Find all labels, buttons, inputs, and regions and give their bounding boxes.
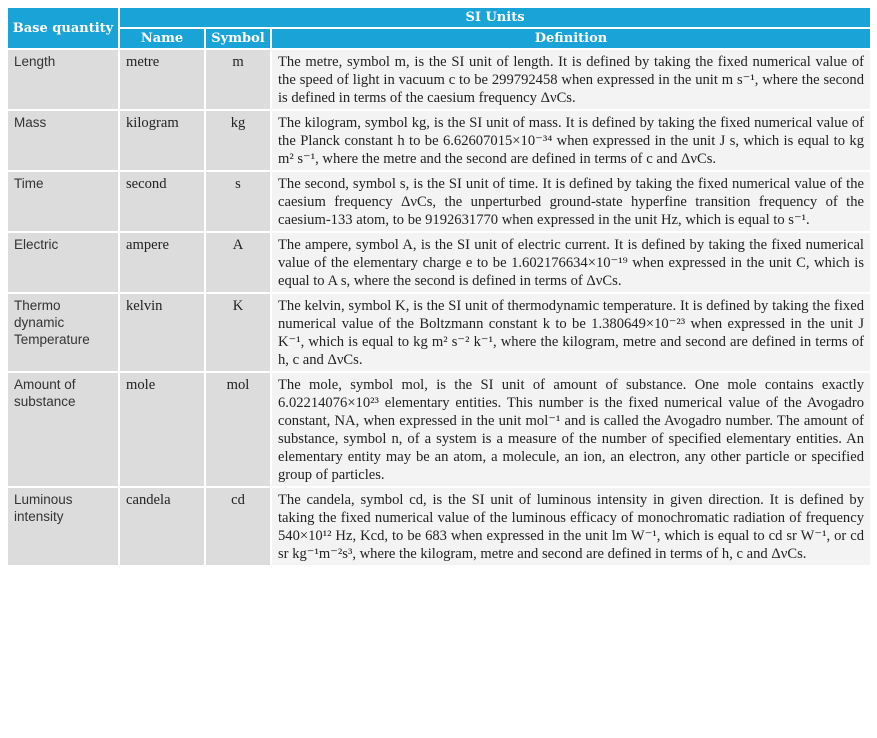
unit-name-cell: kilogram bbox=[120, 111, 204, 170]
unit-symbol-cell: A bbox=[206, 233, 270, 292]
header-symbol: Symbol bbox=[206, 29, 270, 48]
table-row bbox=[8, 233, 870, 292]
unit-name-cell: metre bbox=[120, 50, 204, 109]
unit-symbol-cell: K bbox=[206, 294, 270, 371]
base-quantity-cell: Mass bbox=[8, 111, 118, 170]
table-row bbox=[8, 488, 870, 565]
definition-cell: The mole, symbol mol, is the SI unit of amount of substance. One mole contains exactly 6.02214076×10²³ elementary entities. This number is the fixed numerical value of the Avogadro constant, NA, when expressed in the unit mol⁻¹ and is called the Avogadro number. The amount of substance, symbol n, of a system is a measure of the number of specified elementary entities. An elementary entity may be an atom, a molecule, an ion, an electron, any other particle or specified group of particles. bbox=[272, 373, 870, 486]
table-row bbox=[8, 50, 870, 109]
unit-name-cell: second bbox=[120, 172, 204, 231]
table-row bbox=[8, 111, 870, 170]
unit-name-cell: ampere bbox=[120, 233, 204, 292]
unit-symbol-cell: mol bbox=[206, 373, 270, 486]
definition-cell: The kelvin, symbol K, is the SI unit of thermodynamic temperature. It is defined by taking the fixed numerical value of the Boltzmann constant k to be 1.380649×10⁻²³ when expressed in the unit J K⁻¹, which is equal to kg m² s⁻² k⁻¹, where the kilogram, metre and second are defined in terms of h, c and ΔνCs. bbox=[272, 294, 870, 371]
table-row bbox=[8, 373, 870, 486]
unit-symbol-cell: s bbox=[206, 172, 270, 231]
base-quantity-cell: Amount of substance bbox=[8, 373, 118, 486]
table-row bbox=[8, 172, 870, 231]
base-quantity-cell: Time bbox=[8, 172, 118, 231]
unit-name-cell: mole bbox=[120, 373, 204, 486]
unit-symbol-cell: m bbox=[206, 50, 270, 109]
table-row bbox=[8, 294, 870, 371]
si-units-table bbox=[6, 6, 872, 567]
base-quantity-cell: Thermo dynamic Temperature bbox=[8, 294, 118, 371]
table-header bbox=[8, 8, 870, 48]
unit-name-cell: candela bbox=[120, 488, 204, 565]
header-name: Name bbox=[120, 29, 204, 48]
definition-cell: The second, symbol s, is the SI unit of time. It is defined by taking the fixed numerical value of the caesium frequency ΔνCs, the unperturbed ground-state hyperfine transition frequency of the caesium-133 atom, to be 9192631770 when expressed in the unit Hz, which is equal to s⁻¹. bbox=[272, 172, 870, 231]
base-quantity-cell: Electric bbox=[8, 233, 118, 292]
base-quantity-cell: Length bbox=[8, 50, 118, 109]
unit-symbol-cell: cd bbox=[206, 488, 270, 565]
header-definition: Definition bbox=[272, 29, 870, 48]
table-body bbox=[8, 50, 870, 565]
definition-cell: The candela, symbol cd, is the SI unit of luminous intensity in given direction. It is defined by taking the fixed numerical value of the luminous efficacy of monochromatic radiation of frequency 540×10¹² Hz, Kcd, to be 683 when expressed in the unit lm W⁻¹, which is equal to cd sr W⁻¹, or cd sr kg⁻¹m⁻²s³, where the kilogram, metre and second are defined in terms of h, c and ΔνCs. bbox=[272, 488, 870, 565]
definition-cell: The metre, symbol m, is the SI unit of length. It is defined by taking the fixed numerical value of the speed of light in vacuum c to be 299792458 when expressed in the unit m s⁻¹, where the second is defined in terms of the caesium frequency ΔνCs. bbox=[272, 50, 870, 109]
base-quantity-cell: Luminous intensity bbox=[8, 488, 118, 565]
definition-cell: The kilogram, symbol kg, is the SI unit of mass. It is defined by taking the fixed numerical value of the Planck constant h to be 6.62607015×10⁻³⁴ when expressed in the unit J s, which is equal to kg m² s⁻¹, where the metre and the second are defined in terms of c and ΔνCs. bbox=[272, 111, 870, 170]
header-si-units: SI Units bbox=[120, 8, 870, 27]
header-base-quantity: Base quantity bbox=[8, 8, 118, 48]
definition-cell: The ampere, symbol A, is the SI unit of electric current. It is defined by taking the fixed numerical value of the elementary charge e to be 1.602176634×10⁻¹⁹ when expressed in the unit C, which is equal to A s, where the second is defined in terms of ΔνCs. bbox=[272, 233, 870, 292]
unit-name-cell: kelvin bbox=[120, 294, 204, 371]
unit-symbol-cell: kg bbox=[206, 111, 270, 170]
